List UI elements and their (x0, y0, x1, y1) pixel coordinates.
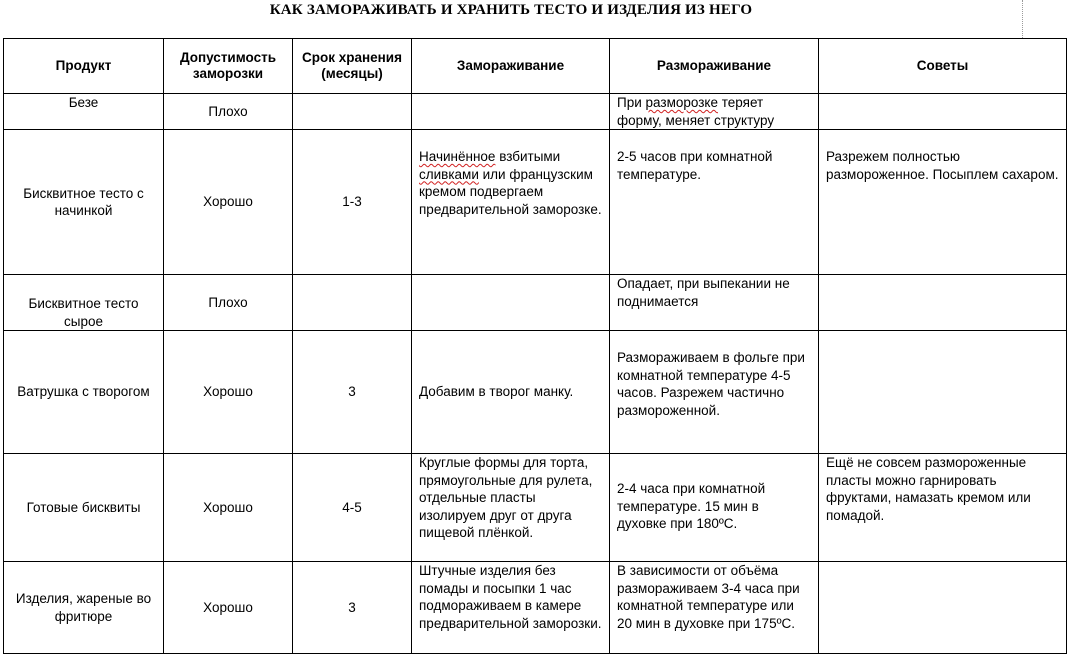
storage-cell (293, 275, 412, 331)
tips-cell: Разрежем полностью размороженное. Посыплем сахаром. (819, 130, 1067, 275)
freeze-ok-cell: Плохо (164, 275, 293, 331)
header-freezing: Замораживание (412, 39, 610, 94)
freeze-ok-cell: Хорошо (164, 562, 293, 654)
header-product: Продукт (4, 39, 164, 94)
tips-cell (819, 275, 1067, 331)
table-row (4, 130, 1067, 275)
thawing-cell (610, 94, 819, 130)
table-row (4, 454, 1067, 562)
product-cell: Безе (4, 94, 164, 130)
freeze-ok-cell: Плохо (164, 94, 293, 130)
storage-cell: 3 (293, 331, 412, 454)
table-row (4, 94, 1067, 130)
header-freeze-ok: Допустимость заморозки (164, 39, 293, 94)
freezing-text: взбитыми (495, 149, 561, 164)
document-title: КАК ЗАМОРАЖИВАТЬ И ХРАНИТЬ ТЕСТО И ИЗДЕЛИЯ ИЗ НЕГО (269, 2, 753, 18)
spellcheck-word: сливками (419, 166, 479, 182)
table-row (4, 275, 1067, 331)
storage-table (3, 38, 1067, 654)
freezing-cell: Штучные изделия без помады и посыпки 1 час подмораживаем в камере предварительной заморозки. (412, 562, 610, 654)
storage-cell: 4-5 (293, 454, 412, 562)
freeze-ok-cell: Хорошо (164, 130, 293, 275)
header-row (4, 39, 1067, 94)
thawing-cell: Размораживаем в фольге при комнатной температуре 4-5 часов. Разрежем частично размороженной. (610, 331, 819, 454)
thawing-cell: 2-5 часов при комнатной температуре. (610, 130, 819, 275)
freezing-cell (412, 275, 610, 331)
thawing-text: При (617, 95, 646, 110)
header-tips: Советы (819, 39, 1067, 94)
freezing-cell (412, 94, 610, 130)
product-cell: Бисквитное тесто с начинкой (4, 130, 164, 275)
thawing-cell: 2-4 часа при комнатной температуре. 15 мин в духовке при 180ºС. (610, 454, 819, 562)
storage-cell (293, 94, 412, 130)
thawing-text: теряет форму, меняет структуру (617, 95, 775, 128)
header-thawing: Размораживание (610, 39, 819, 94)
spellcheck-word: Начинённое (419, 149, 496, 164)
table-row (4, 562, 1067, 654)
thawing-cell: Опадает, при выпекании не поднимается (610, 275, 819, 331)
thawing-cell: В зависимости от объёма размораживаем 3-4 часа при комнатной температуре или 20 мин в духовке при 175ºС. (610, 562, 819, 654)
spellcheck-word: разморозке (645, 95, 718, 110)
product-cell: Изделия, жареные во фритюре (4, 562, 164, 654)
header-storage: Срок хранения (месяцы) (293, 39, 412, 94)
tips-cell: Ещё не совсем размороженные пласты можно гарнировать фруктами, намазать кремом или помадой. (819, 454, 1067, 562)
tips-cell (819, 331, 1067, 454)
freezing-cell: Добавим в творог манку. (412, 331, 610, 454)
freezing-text: или французским кремом подвергаем предварительной заморозке. (419, 166, 602, 217)
freeze-ok-cell: Хорошо (164, 331, 293, 454)
freezing-cell (412, 130, 610, 275)
product-cell: Ватрушка с творогом (4, 331, 164, 454)
freezing-cell: Круглые формы для торта, прямоугольные для рулета, отдельные пласты изолируем друг от друга пищевой плёнкой. (412, 454, 610, 562)
product-cell: Готовые бисквиты (4, 454, 164, 562)
tips-cell (819, 562, 1067, 654)
storage-cell: 3 (293, 562, 412, 654)
page-margin-guide (1022, 0, 1023, 38)
product-cell: Бисквитное тесто сырое (4, 275, 164, 331)
tips-cell (819, 94, 1067, 130)
table-row (4, 331, 1067, 454)
freeze-ok-cell: Хорошо (164, 454, 293, 562)
storage-cell: 1-3 (293, 130, 412, 275)
